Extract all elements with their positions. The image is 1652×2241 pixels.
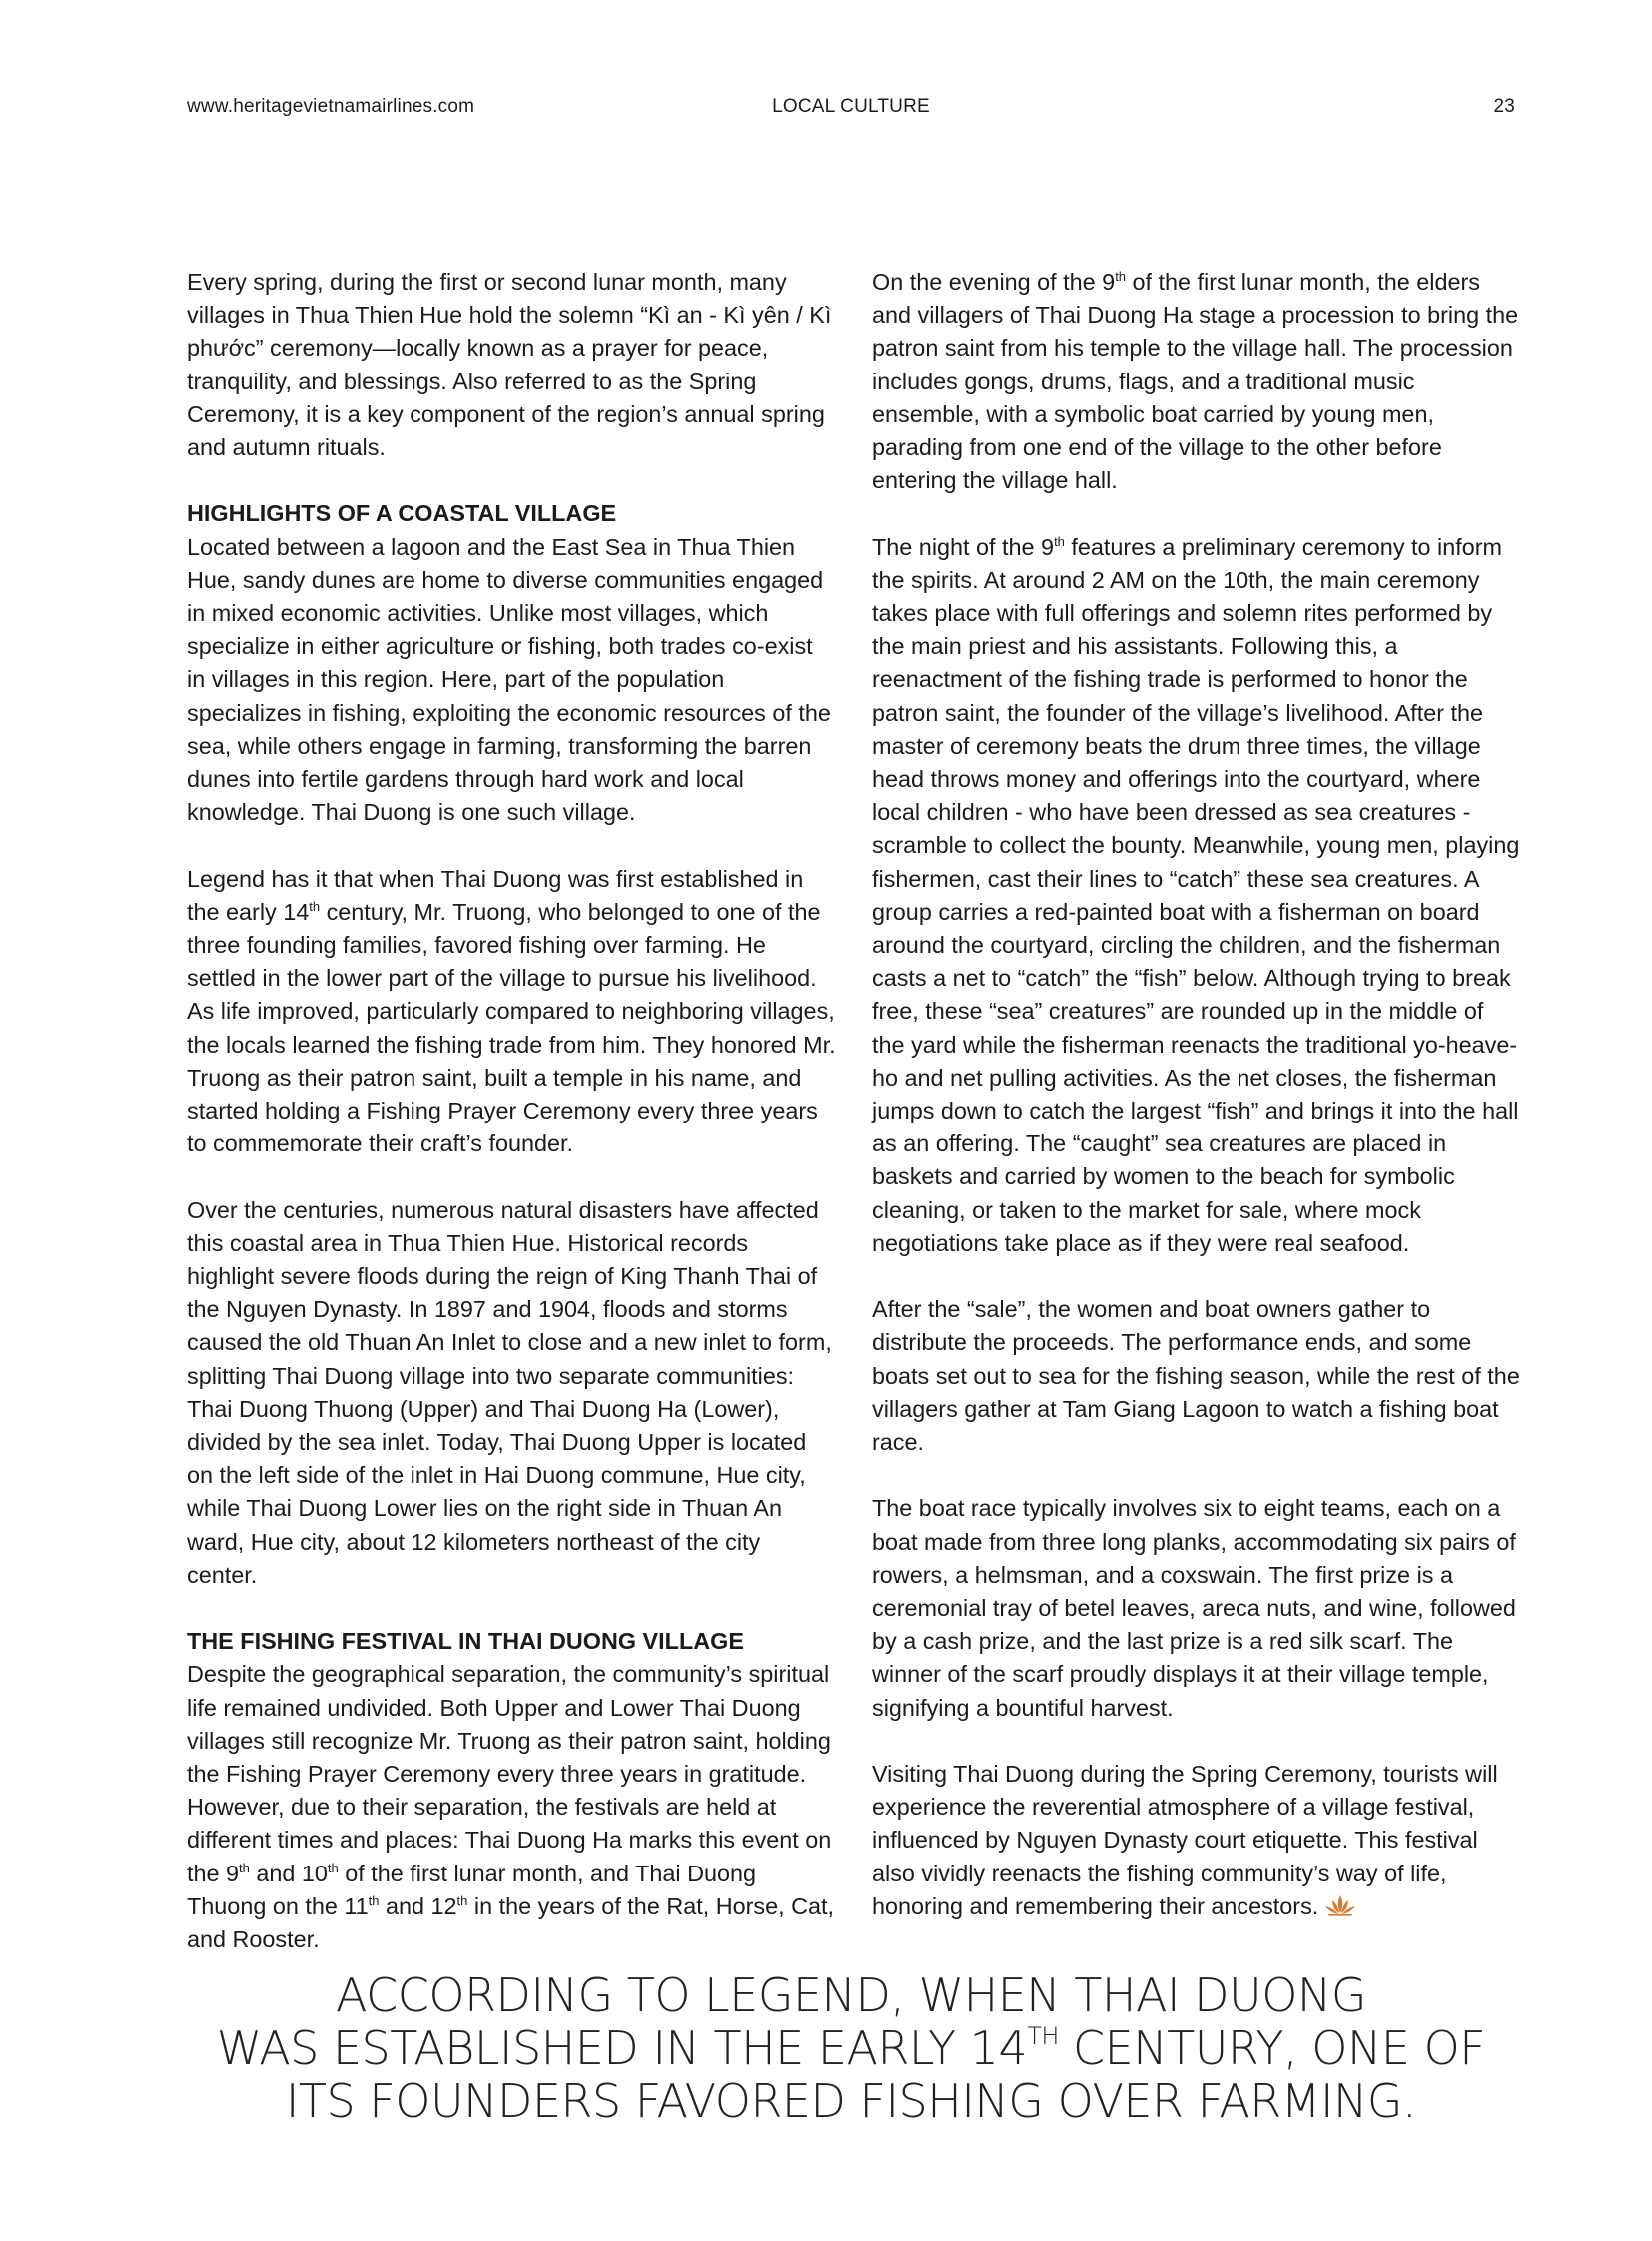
- body-text: Despite the geographical separation, the community’s spiritual life remained undivided. Both Upper and Lower Thai Duong villages still recognize Mr. Truong as their patron saint, holding the Fishing Prayer Ceremony every three years in gratitude. However, due to their separation, the festivals are held at different times and places: Thai Duong Ha marks this event on the 9: [187, 1661, 832, 1886]
- body-text: Legend has it that when Thai Duong was first established in the early 14: [187, 865, 804, 925]
- lotus-icon: [1324, 1892, 1356, 1914]
- procession-paragraph: [872, 266, 1521, 497]
- body-text: On the evening of the 9: [872, 269, 1116, 295]
- history-paragraph: Over the centuries, numerous natural disasters have affected this coastal area in Thua Thien Hue. Historical records highlight severe floods during the reign of King Thanh Thai of the Nguyen Dynasty. In 1897 and 1904, floods and storms caused the old Thuan An Inlet to close and a new inlet to form, splitting Thai Duong village into two separate communities: Thai Duong Thuong (Upper) and Thai Duong Ha (Lower), divided by the sea inlet. Today, Thai Duong Upper is located on the left side of the inlet in Hai Duong commune, Hue city, while Thai Duong Lower lies on the right side in Thuan An ward, Hue city, about 12 kilometers northeast of the city center.: [187, 1196, 832, 1588]
- pull-quote: [187, 1969, 1515, 2128]
- section-title: LOCAL CULTURE: [772, 96, 930, 117]
- ordinal-suffix: TH: [1027, 2022, 1059, 2050]
- ordinal-suffix: th: [368, 1892, 380, 1908]
- section-heading: THE FISHING FESTIVAL IN THAI DUONG VILLAGE: [187, 1628, 744, 1655]
- festival-section: [187, 1625, 836, 1956]
- pull-quote-line: [187, 2022, 1515, 2075]
- ordinal-suffix: th: [1115, 269, 1127, 284]
- sale-paragraph: After the “sale”, the women and boat owners gather to distribute the proceeds. The performance ends, and some boats set out to sea for the fishing season, while the rest of the villagers gather at Tam Giang Lagoon to watch a fishing boat race.: [872, 1296, 1520, 1456]
- left-column: [187, 266, 836, 1989]
- closing-paragraph: [872, 1758, 1521, 1923]
- body-text: and 10: [249, 1860, 328, 1886]
- ceremony-paragraph: [872, 531, 1521, 1260]
- page-header: [187, 96, 1515, 120]
- ordinal-suffix: th: [456, 1892, 468, 1908]
- ordinal-suffix: th: [309, 898, 321, 914]
- body-text: The night of the 9: [872, 533, 1055, 560]
- ordinal-suffix: th: [239, 1860, 250, 1875]
- body-text: features a preliminary ceremony to inform the spirits. At around 2 AM on the 10th, the main ceremony takes place with full offerings and solemn rites performed by the main priest and his assistants. Following this, a reenactment of the fishing trade is performed to honor the patron saint, the founder of the village’s livelihood. After the master of ceremony beats the drum three times, the village head throws money and offerings into the courtyard, where local children - who have been dressed as sea creatures - scramble to collect the bounty. Meanwhile, young men, playing fishermen, cast their lines to “catch” these sea creatures. A group carries a red-painted boat with a fisherman on board around the courtyard, circling the children, and the fisherman casts a net to “catch” the “fish” below. Although trying to break free, these “sea” creatures” are rounded up in the middle of the yard while the fisherman reenacts the traditional yo-heave-ho and net pulling activities. As the net closes, the fisherman jumps down to catch the largest “fish” and brings it into the hall as an offering. The “caught” sea creatures are placed in baskets and carried by women to the beach for symbolic cleaning, or taken to the market for sale, where mock negotiations take place as if they were real seafood.: [872, 533, 1520, 1256]
- body-text: of the first lunar month, and Thai Duong Thuong on the 11: [187, 1860, 757, 1919]
- intro-paragraph: Every spring, during the first or second lunar month, many villages in Thua Thien Hue hold the solemn “Kì an - Kì yên / Kì phước” ceremony—locally known as a prayer for peace, tranquility, and blessings. Also referred to as the Spring Ceremony, it is a key component of the region’s annual spring and autumn rituals.: [187, 269, 832, 461]
- right-column: [872, 266, 1521, 1956]
- boat-race-paragraph: The boat race typically involves six to eight teams, each on a boat made from three long planks, accommodating six pairs of rowers, a helmsman, and a coxswain. The first prize is a ceremonial tray of betel leaves, areca nuts, and wine, followed by a cash prize, and the last prize is a red silk scarf. The winner of the scarf proudly displays it at their village temple, signifying a bountiful harvest.: [872, 1495, 1516, 1721]
- body-text: of the first lunar month, the elders and villagers of Thai Duong Ha stage a procession to bring the patron saint from his temple to the village hall. The procession includes gongs, drums, flags, and a traditional music ensemble, with a symbolic boat carried by young men, parading from one end of the village to the other before entering the village hall.: [872, 269, 1519, 494]
- ordinal-suffix: th: [1054, 533, 1065, 549]
- website-url: www.heritagevietnamairlines.com: [187, 96, 475, 117]
- body-text: Located between a lagoon and the East Sea in Thua Thien Hue, sandy dunes are home to diverse communities engaged in mixed economic activities. Unlike most villages, which specialize in either agriculture or fishing, both trades co-exist in villages in this region. Here, part of the population specializes in fishing, exploiting the economic resources of the sea, while others engage in farming, transforming the barren dunes into fertile gardens through hard work and local knowledge. Thai Duong is one such village.: [187, 533, 831, 826]
- coastal-village-section: [187, 497, 836, 829]
- pull-quote-line: ITS FOUNDERS FAVORED FISHING OVER FARMING.: [285, 2074, 1417, 2128]
- body-text: in the years of the Rat, Horse, Cat, and Rooster.: [187, 1892, 835, 1953]
- body-text: century, Mr. Truong, who belonged to one of the three founding families, favored fishing over farming. He settled in the lower part of the village to pursue his livelihood. As life improved, particularly compared to neighboring villages, the locals learned the fishing trade from him. They honored Mr. Truong as their patron saint, built a temple in his name, and started holding a Fishing Prayer Ceremony every three years to commemorate their craft’s founder.: [187, 898, 836, 1157]
- pull-quote-text: WAS ESTABLISHED IN THE EARLY 14: [216, 2021, 1028, 2075]
- body-text: Visiting Thai Duong during the Spring Ceremony, tourists will experience the reverential atmosphere of a village festival, influenced by Nguyen Dynasty court etiquette. This festival also vividly reenacts the fishing community’s way of life, honoring and remembering their ancestors.: [872, 1761, 1498, 1919]
- pull-quote-line: ACCORDING TO LEGEND, WHEN THAI DUONG: [335, 1968, 1366, 2022]
- body-text: and 12: [379, 1892, 457, 1919]
- page-number: 23: [1493, 96, 1515, 117]
- section-heading: HIGHLIGHTS OF A COASTAL VILLAGE: [187, 500, 617, 527]
- legend-paragraph: [187, 863, 836, 1161]
- ordinal-suffix: th: [327, 1860, 339, 1875]
- pull-quote-text: CENTURY, ONE OF: [1058, 2021, 1486, 2075]
